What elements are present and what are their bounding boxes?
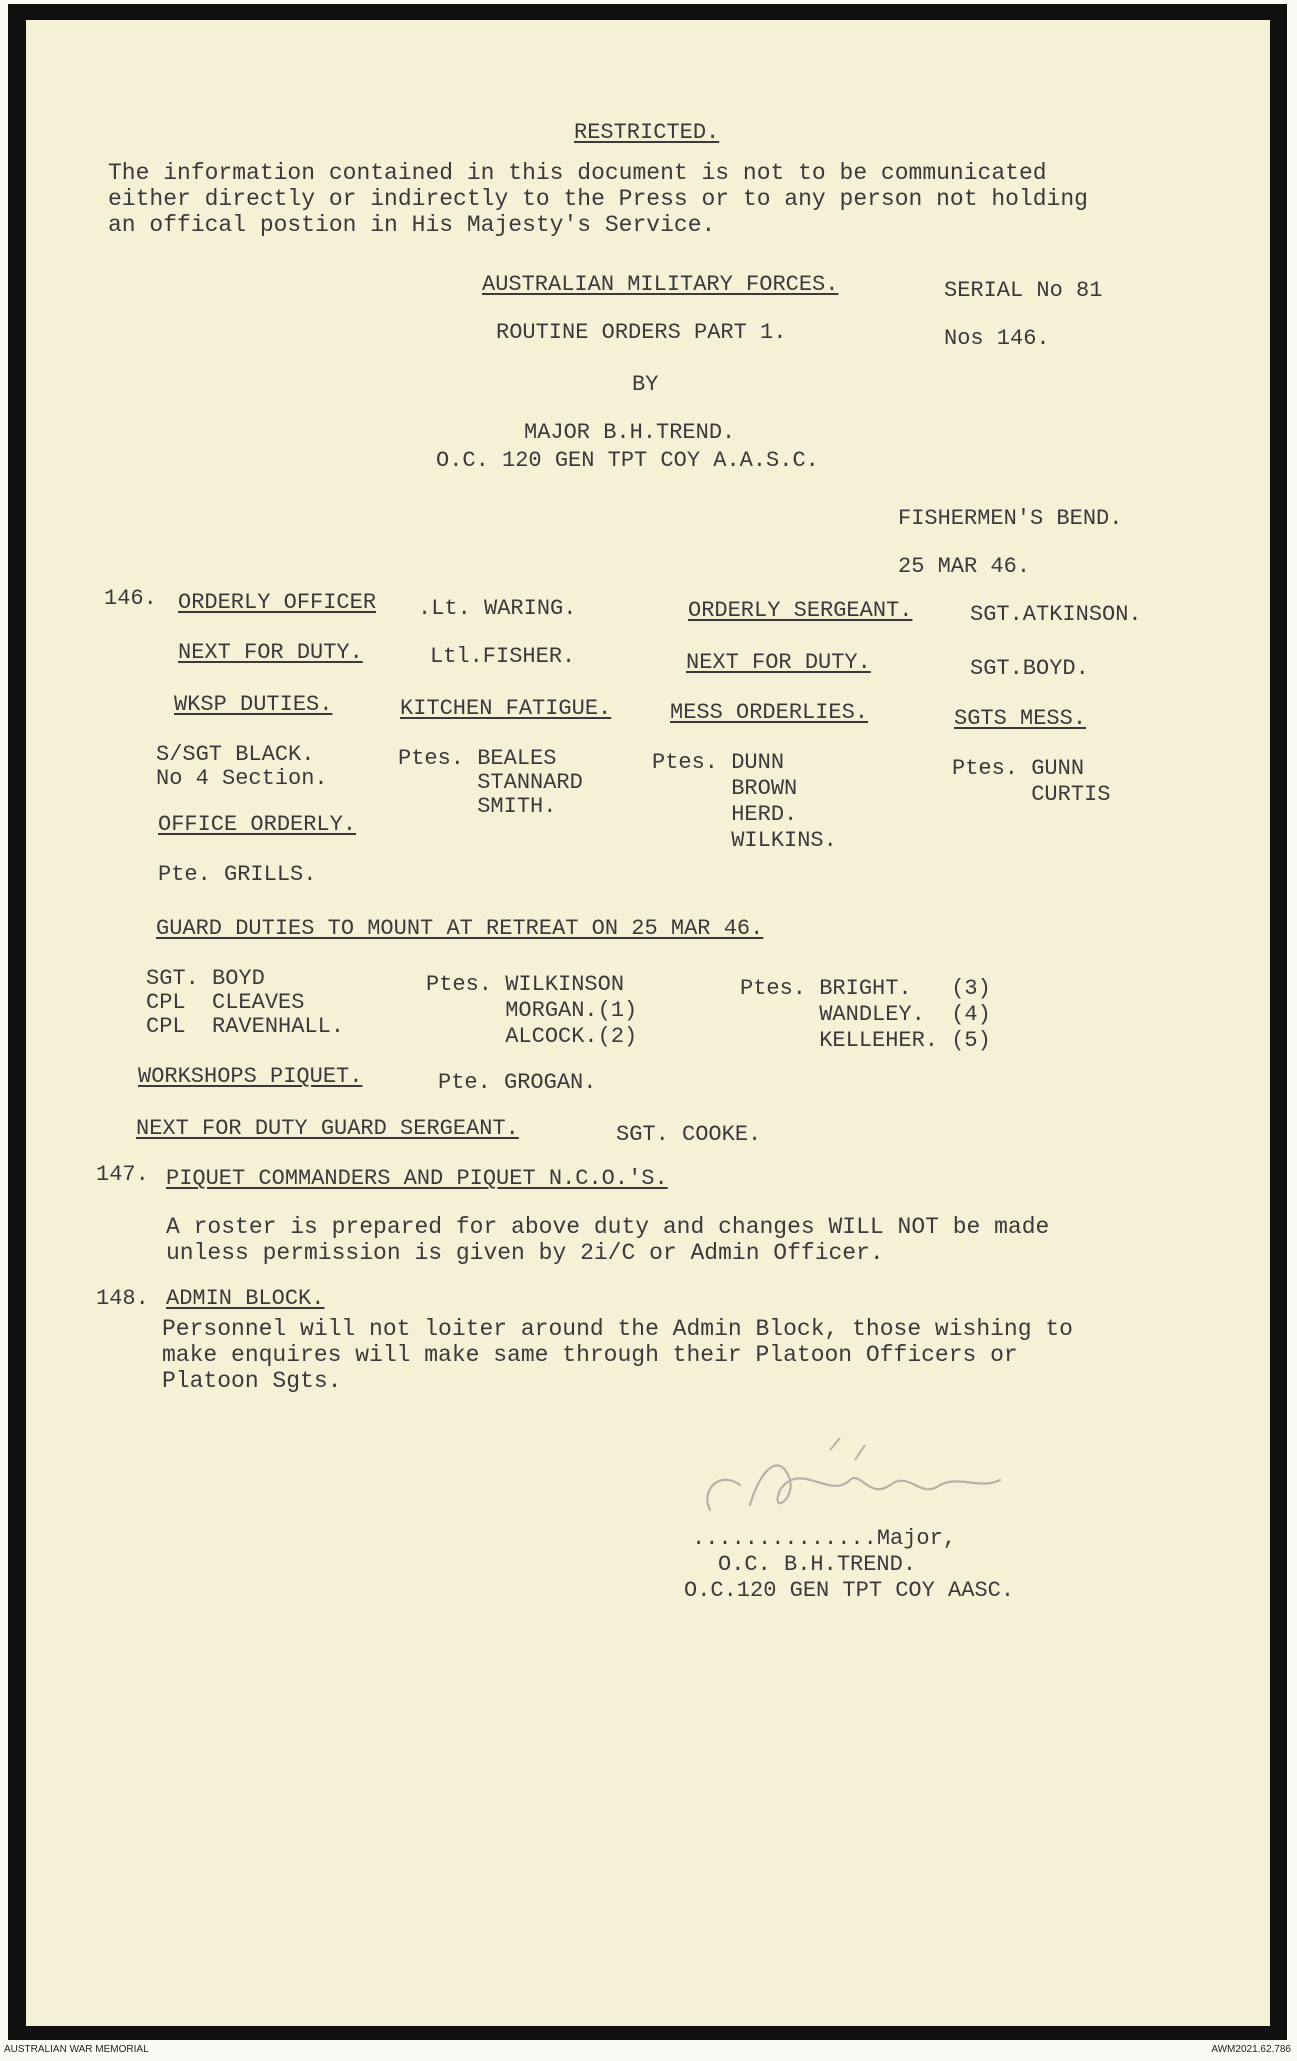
restricted-heading: RESTRICTED. xyxy=(574,120,720,145)
workshops-piquet-label: WORKSHOPS PIQUET. xyxy=(138,1064,363,1089)
orderly-officer: .Lt. WARING. xyxy=(418,596,577,621)
orders-number: Nos 146. xyxy=(944,326,1050,351)
order-146-number: 146. xyxy=(104,586,157,611)
guard-col2-line-1: Ptes. WILKINSON xyxy=(426,972,625,997)
mess-line-4: WILKINS. xyxy=(652,828,837,853)
wksp-line-1: S/SGT BLACK. xyxy=(156,742,315,767)
office-orderly-label: OFFICE ORDERLY. xyxy=(158,812,357,837)
kitchen-line-1: Ptes. BEALES xyxy=(398,746,557,771)
footer-catalogue-id: AWM2021.62.786 xyxy=(1211,2044,1291,2055)
order-148-line-1: Personnel will not loiter around the Admin Block, those wishing to xyxy=(162,1316,1073,1342)
order-148-line-2: make enquires will make same through their Platoon Officers or xyxy=(162,1342,1018,1368)
mess-line-3: HERD. xyxy=(652,802,798,827)
order-148-line-3: Platoon Sgts. xyxy=(162,1368,342,1394)
sgts-line-2: CURTIS xyxy=(952,782,1111,807)
guard-duties-label: GUARD DUTIES TO MOUNT AT RETREAT ON 25 MAR 46. xyxy=(156,916,764,941)
mess-line-1: Ptes. DUNN xyxy=(652,750,785,775)
kitchen-line-2: STANNARD xyxy=(398,770,583,795)
order-147-line-1: A roster is prepared for above duty and changes WILL NOT be made xyxy=(166,1214,1050,1240)
handwritten-signature xyxy=(680,1430,1100,1540)
order-147-line-2: unless permission is given by 2i/C or Admin Officer. xyxy=(166,1240,884,1266)
guard-col1-line-1: SGT. BOYD xyxy=(146,966,265,991)
guard-col2-line-2: MORGAN.(1) xyxy=(426,998,638,1023)
workshops-piquet: Pte. GROGAN. xyxy=(438,1070,597,1095)
order-148-title: ADMIN BLOCK. xyxy=(166,1286,325,1311)
orderly-sergeant-label: ORDERLY SERGEANT. xyxy=(688,598,913,623)
notice-line-1: The information contained in this document is not to be communicated xyxy=(108,160,1047,186)
kitchen-line-3: SMITH. xyxy=(398,794,557,819)
next-for-duty-officer-label: NEXT FOR DUTY. xyxy=(178,640,363,665)
by-line: BY xyxy=(632,372,659,397)
next-duty-sergeant: SGT.BOYD. xyxy=(970,656,1089,681)
notice-line-3: an offical postion in His Majesty's Service. xyxy=(108,212,716,238)
wksp-duties-label: WKSP DUTIES. xyxy=(174,692,333,717)
footer-archive-name: AUSTRALIAN WAR MEMORIAL xyxy=(4,2044,149,2055)
guard-col1-line-3: CPL RAVENHALL. xyxy=(146,1014,345,1039)
sgts-mess-label: SGTS MESS. xyxy=(954,706,1087,731)
next-duty-officer: Ltl.FISHER. xyxy=(430,644,576,669)
orderly-officer-label: ORDERLY OFFICER xyxy=(178,590,377,615)
mess-line-2: BROWN xyxy=(652,776,798,801)
serial-number: SERIAL No 81 xyxy=(944,278,1103,303)
forces-heading: AUSTRALIAN MILITARY FORCES. xyxy=(482,272,839,297)
orderly-sergeant: SGT.ATKINSON. xyxy=(970,602,1142,627)
guard-col1-line-2: CPL CLEAVES xyxy=(146,990,305,1015)
wksp-line-2: No 4 Section. xyxy=(156,766,328,791)
issuing-unit: O.C. 120 GEN TPT COY A.A.S.C. xyxy=(436,448,819,473)
orders-heading: ROUTINE ORDERS PART 1. xyxy=(496,320,787,345)
kitchen-fatigue-label: KITCHEN FATIGUE. xyxy=(400,696,612,721)
signature-rank-line: ..............Major, xyxy=(692,1526,957,1551)
next-guard-sergeant-label: NEXT FOR DUTY GUARD SERGEANT. xyxy=(136,1116,519,1141)
issuing-officer: MAJOR B.H.TREND. xyxy=(524,420,736,445)
mess-orderlies-label: MESS ORDERLIES. xyxy=(670,700,869,725)
order-147-number: 147. xyxy=(96,1162,149,1187)
order-147-title: PIQUET COMMANDERS AND PIQUET N.C.O.'S. xyxy=(166,1166,668,1191)
order-date: 25 MAR 46. xyxy=(898,554,1031,579)
guard-col3-line-2: WANDLEY. (4) xyxy=(740,1002,991,1027)
guard-col3-line-1: Ptes. BRIGHT. (3) xyxy=(740,976,991,1001)
guard-col2-line-3: ALCOCK.(2) xyxy=(426,1024,638,1049)
signature-name-line: O.C. B.H.TREND. xyxy=(718,1552,917,1577)
signature-unit-line: O.C.120 GEN TPT COY AASC. xyxy=(684,1578,1015,1603)
location: FISHERMEN'S BEND. xyxy=(898,506,1123,531)
next-guard-sergeant: SGT. COOKE. xyxy=(616,1122,762,1147)
sgts-line-1: Ptes. GUNN xyxy=(952,756,1085,781)
order-148-number: 148. xyxy=(96,1286,149,1311)
guard-col3-line-3: KELLEHER. (5) xyxy=(740,1028,991,1053)
next-for-duty-sergeant-label: NEXT FOR DUTY. xyxy=(686,650,871,675)
notice-line-2: either directly or indirectly to the Press or to any person not holding xyxy=(108,186,1088,212)
office-orderly: Pte. GRILLS. xyxy=(158,862,317,887)
